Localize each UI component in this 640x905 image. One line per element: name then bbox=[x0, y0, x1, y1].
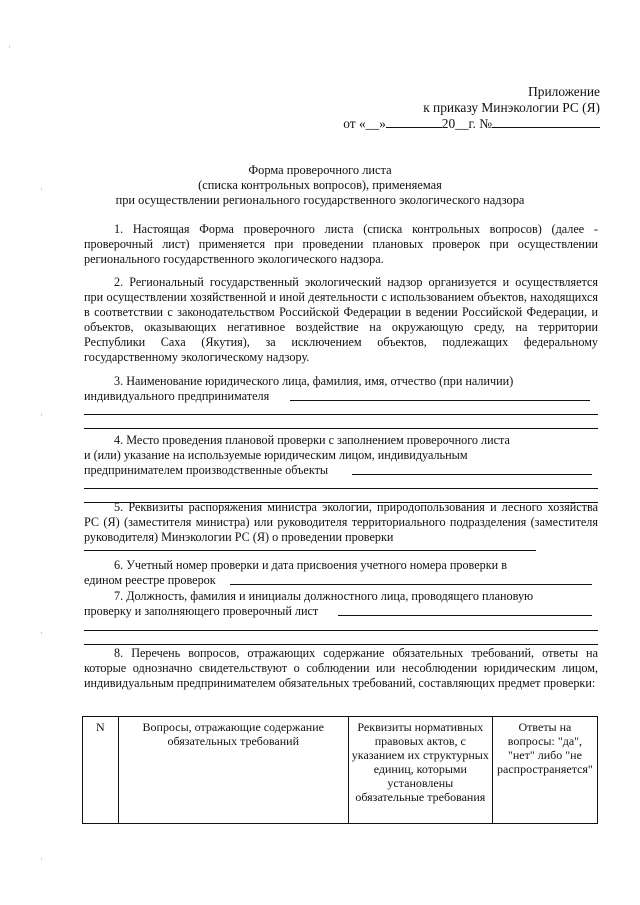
inspector-field-line[interactable] bbox=[84, 630, 598, 631]
paragraph-6-line-2: едином реестре проверок bbox=[84, 573, 216, 587]
registry-number-field[interactable] bbox=[230, 584, 592, 585]
column-number: N bbox=[83, 717, 119, 824]
paragraph-5 bbox=[84, 500, 598, 545]
paragraph-4-line-3: предпринимателем производственные объекты bbox=[84, 463, 329, 477]
paragraph-2 bbox=[84, 275, 598, 365]
order-year-number-label: 20__г. № bbox=[441, 116, 492, 131]
inspection-place-field-line[interactable] bbox=[84, 488, 598, 489]
column-legal-acts: Реквизиты нормативных правовых актов, с указанием их структурных единиц, которыми установлены обязательные требования bbox=[348, 717, 492, 824]
paragraph-5-text: 5. Реквизиты распоряжения министра экологии, природопользования и лесного хозяйства РС (Я) (заместителя министра) или руководителя территориального подразделения (заместителя руководителя) Минэкологии РС (Я) о проведении проверки bbox=[84, 500, 598, 544]
scan-mark: · bbox=[40, 628, 43, 638]
paragraph-7-line-1: 7. Должность, фамилия и инициалы должностного лица, проводящего плановую bbox=[114, 589, 534, 603]
paragraph-4 bbox=[84, 433, 598, 478]
scan-mark: · bbox=[40, 184, 43, 194]
form-title-line-1: Форма проверочного листа bbox=[248, 163, 392, 177]
order-number-blank bbox=[492, 116, 600, 128]
entity-name-field[interactable] bbox=[290, 400, 590, 401]
inspector-field[interactable] bbox=[338, 615, 592, 616]
checklist-table-header-row bbox=[83, 717, 598, 824]
scan-mark: · bbox=[8, 42, 11, 52]
paragraph-1-text: 1. Настоящая Форма проверочного листа (списка контрольных вопросов) (далее - проверочный лист) применяется при проведении плановых проверок при осуществлении регионального государственного экологического надзора. bbox=[84, 222, 598, 266]
paragraph-8-text: 8. Перечень вопросов, отражающих содержание обязательных требований, ответы на которые однозначно свидетельствуют о соблюдении или несоблюдении юридическим лицом, индивидуальным предпринимателем обязательных требований, составляющих предмет проверки: bbox=[84, 646, 598, 690]
inspection-place-field[interactable] bbox=[352, 474, 592, 475]
entity-name-field-line[interactable] bbox=[84, 428, 598, 429]
inspector-field-line[interactable] bbox=[84, 644, 598, 645]
paragraph-8 bbox=[84, 646, 598, 691]
paragraph-4-line-1: 4. Место проведения плановой проверки с заполнением проверочного листа bbox=[114, 433, 510, 447]
column-answers: Ответы на вопросы: "да", "нет" либо "не распространяется" bbox=[492, 717, 597, 824]
form-title-line-2: (списка контрольных вопросов), применяемая bbox=[198, 178, 442, 192]
paragraph-3-line-1: 3. Наименование юридического лица, фамилия, имя, отчество (при наличии) bbox=[114, 374, 514, 388]
paragraph-2-text: 2. Региональный государственный экологический надзор организуется и осуществляется при осуществлении хозяйственной и иной деятельности с использованием объектов, находящихся в соответствии с законодательством Российской Федерации в ведении Российской Федерации, и объектов, оказывающих негативное воздействие на окружающую среду, на территории Республики Саха (Якутия), за исключением объектов, подлежащих федеральному государственному экологическому надзору. bbox=[84, 275, 598, 364]
form-title-line-3: при осуществлении регионального государственного экологического надзора bbox=[115, 193, 525, 207]
order-date-number bbox=[343, 116, 600, 132]
scan-mark: · bbox=[40, 410, 43, 420]
scan-mark: · bbox=[40, 854, 43, 864]
paragraph-1 bbox=[84, 222, 598, 267]
checklist-table bbox=[82, 716, 598, 824]
order-date-label: от «__» bbox=[343, 116, 386, 131]
column-questions: Вопросы, отражающие содержание обязательных требований bbox=[118, 717, 348, 824]
order-details-field[interactable] bbox=[84, 550, 536, 551]
appendix-label: Приложение bbox=[528, 84, 600, 99]
entity-name-field-line[interactable] bbox=[84, 414, 598, 415]
paragraph-6-line-1: 6. Учетный номер проверки и дата присвоения учетного номера проверки в bbox=[114, 558, 507, 572]
paragraph-7-line-2: проверку и заполняющего проверочный лист bbox=[84, 604, 319, 618]
paragraph-4-line-2: и (или) указание на используемые юридическим лицом, индивидуальным bbox=[84, 448, 468, 462]
paragraph-3-line-2: индивидуального предпринимателя bbox=[84, 389, 270, 403]
order-date-blank bbox=[386, 116, 442, 128]
order-reference: к приказу Минэкологии РС (Я) bbox=[423, 100, 600, 115]
